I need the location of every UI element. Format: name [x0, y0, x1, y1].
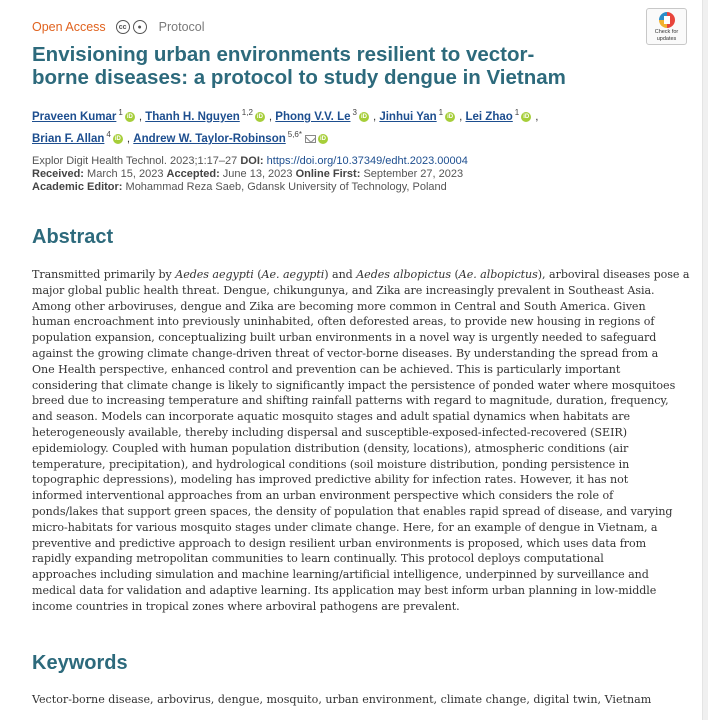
publication-info — [32, 155, 468, 194]
received-date: March 15, 2023 — [87, 168, 164, 180]
check-for-updates-badge[interactable] — [646, 8, 687, 45]
abstract-line: heterogeneously available, thereby including dispersal and susceptible-exposed-infected-recovered (SEIR) — [32, 425, 627, 439]
updates-badge-line2: updates — [656, 36, 677, 42]
citation: Explor Digit Health Technol. 2023;1:17–27 — [32, 155, 238, 167]
author-link[interactable]: Thanh H. Nguyen — [145, 110, 240, 123]
abstract-line: considering that climate change is likely to significantly impact the persistence of ponded water where mosquitoes — [32, 378, 676, 392]
author-link[interactable]: Andrew W. Taylor-Robinson — [133, 133, 286, 146]
editor-name: Mohammad Reza Saeb, Gdansk University of Technology, Poland — [125, 181, 447, 193]
abstract-line: medical data for validation and adaptive learning. Its application may best inform urban planning in low-middle — [32, 583, 657, 597]
author — [32, 130, 123, 146]
abstract-heading: Abstract — [32, 226, 114, 248]
author-affiliation: 1 — [118, 108, 123, 117]
abstract-line: breed due to increasing temperature and shifting rainfall patterns with regard to magnitude, duration, frequency, — [32, 394, 669, 408]
orcid-icon[interactable]: iD — [360, 113, 367, 120]
author-affiliation: 5,6* — [287, 130, 302, 140]
doi-link[interactable]: https://doi.org/10.37349/edht.2023.00004 — [266, 155, 468, 167]
article-type: Protocol — [158, 20, 205, 34]
cc-icon: cc — [116, 20, 130, 34]
article-meta-line — [32, 20, 205, 34]
accepted-date: June 13, 2023 — [222, 168, 293, 180]
abstract-line: ponds/lakes that support green spaces, the density of population that enables rapid spread of disease, and varying — [32, 504, 673, 518]
abstract-line: major global public health threat. Dengue, chikungunya, and Zika are increasingly prevalent in Southeast Asia. — [32, 283, 655, 297]
abstract-line: against the growing climate change-driven threat of vector-borne diseases. By understanding the spread from a — [32, 346, 659, 360]
title-line-2: borne diseases: a protocol to study dengue in Vietnam — [32, 66, 566, 89]
author — [32, 108, 135, 123]
author-affiliation: 1,2 — [241, 108, 253, 117]
author-affiliation: 4 — [106, 130, 111, 140]
orcid-icon[interactable]: iD — [256, 113, 263, 120]
author-link[interactable]: Lei Zhao — [465, 110, 513, 123]
orcid-icon[interactable]: iD — [319, 136, 326, 143]
abstract-line: epidemiology. Coupled with human population distribution (density, locations), atmospheric conditions (air — [32, 441, 629, 455]
orcid-icon[interactable]: iD — [114, 136, 121, 143]
author-link[interactable]: Praveen Kumar — [32, 110, 117, 123]
author-link[interactable]: Brian F. Allan — [32, 133, 105, 146]
author-link[interactable]: Jinhui Yan — [379, 110, 437, 123]
doi-label: DOI: — [240, 155, 264, 167]
abstract-line: preventive and predictive approach to design resilient urban environments is proposed, which uses data from — [32, 536, 647, 550]
author — [379, 108, 455, 123]
citation-line — [32, 155, 468, 168]
title-line-1: Envisioning urban environments resilient to vector- — [32, 43, 535, 66]
author-affiliation: 3 — [352, 108, 357, 117]
accepted-label: Accepted: — [166, 168, 220, 180]
abstract-line: approaches including simulation and machine learning/artificial intelligence, underpinned by surveillance and — [32, 568, 649, 582]
abstract-line: rapidly expanding metropolitan communities to learn continually. This protocol deploys computational — [32, 552, 604, 566]
editor-line — [32, 181, 468, 194]
abstract-line: One Health perspective, enhanced control and prevention can be achieved. This is particularly important — [32, 362, 621, 376]
abstract-line: Transmitted primarily by Aedes aegypti (Ae. aegypti) and Aedes albopictus (Ae. albopictus), arboviral diseases pose a — [32, 268, 690, 281]
dates-line — [32, 168, 468, 181]
author — [133, 130, 328, 146]
author — [275, 108, 369, 123]
orcid-icon[interactable]: iD — [447, 113, 454, 120]
page-edge — [702, 0, 708, 720]
license-icons[interactable] — [116, 20, 147, 34]
author-list: Praveen Kumar $^1$ iD , Thanh H. Nguyen $^{1,2}$ iD , Phong V.V. Le $^3$ iD , Jinhui Yan $^1$ iD , Lei Zhao $^1$ iD , Brian F. Allan $^4$ iD , Andrew W. Taylor-Robinson $^{5,6*}$ iD — [32, 108, 539, 146]
orcid-icon[interactable]: iD — [523, 113, 530, 120]
orcid-icon[interactable]: iD — [126, 113, 133, 120]
abstract-line: Among other arboviruses, dengue and Zika are becoming more common in Central and South America. Given — [32, 299, 646, 313]
abstract-line: micro-habitats for various mosquito stages under climate change. Here, for an example of dengue in Vietnam, a — [32, 520, 658, 534]
editor-label: Academic Editor: — [32, 181, 123, 193]
updates-badge-line1: Check for — [654, 29, 679, 35]
by-icon: ● — [133, 20, 147, 34]
abstract-line: topographic depressions), modeling has improved predictive ability for infection rates. However, it has not — [32, 473, 629, 487]
crossmark-icon — [659, 12, 675, 28]
abstract-line: population expansion, conceptualizing built urban environments in a novel way is urgently needed to safeguard — [32, 331, 657, 345]
abstract-line: temperature, precipitation), and hydrological conditions (soil moisture distribution, ponding persistence in — [32, 457, 630, 471]
author-affiliation: 1 — [438, 108, 444, 117]
abstract-text — [32, 267, 690, 615]
abstract-line: informed interventional approaches from an urban environment perspective which considers the role of — [32, 489, 614, 503]
abstract-line: human encroachment into previously uninhabited, often deforested areas, to provide new housing in regions of — [32, 315, 655, 329]
received-label: Received: — [32, 168, 84, 180]
article-title — [32, 43, 572, 89]
abstract-line: and season. Models can incorporate aquatic mosquito stages and adult spatial dynamics when habitats are — [32, 410, 631, 424]
author — [465, 108, 532, 123]
online-first-label: Online First: — [295, 168, 361, 180]
keywords-heading: Keywords — [32, 652, 128, 674]
keywords-text: Vector-borne disease, arbovirus, dengue, mosquito, urban environment, climate change, digital twin, Vietnam — [32, 693, 652, 706]
author-affiliation: 1 — [514, 108, 520, 117]
abstract-line: income countries in tropical zones where arboviral pathogens are prevalent. — [32, 599, 460, 613]
open-access-label[interactable]: Open Access — [32, 20, 106, 34]
author — [145, 108, 265, 123]
email-icon[interactable] — [305, 135, 316, 143]
online-first-date: September 27, 2023 — [363, 168, 464, 180]
author-link[interactable]: Phong V.V. Le — [275, 110, 351, 123]
